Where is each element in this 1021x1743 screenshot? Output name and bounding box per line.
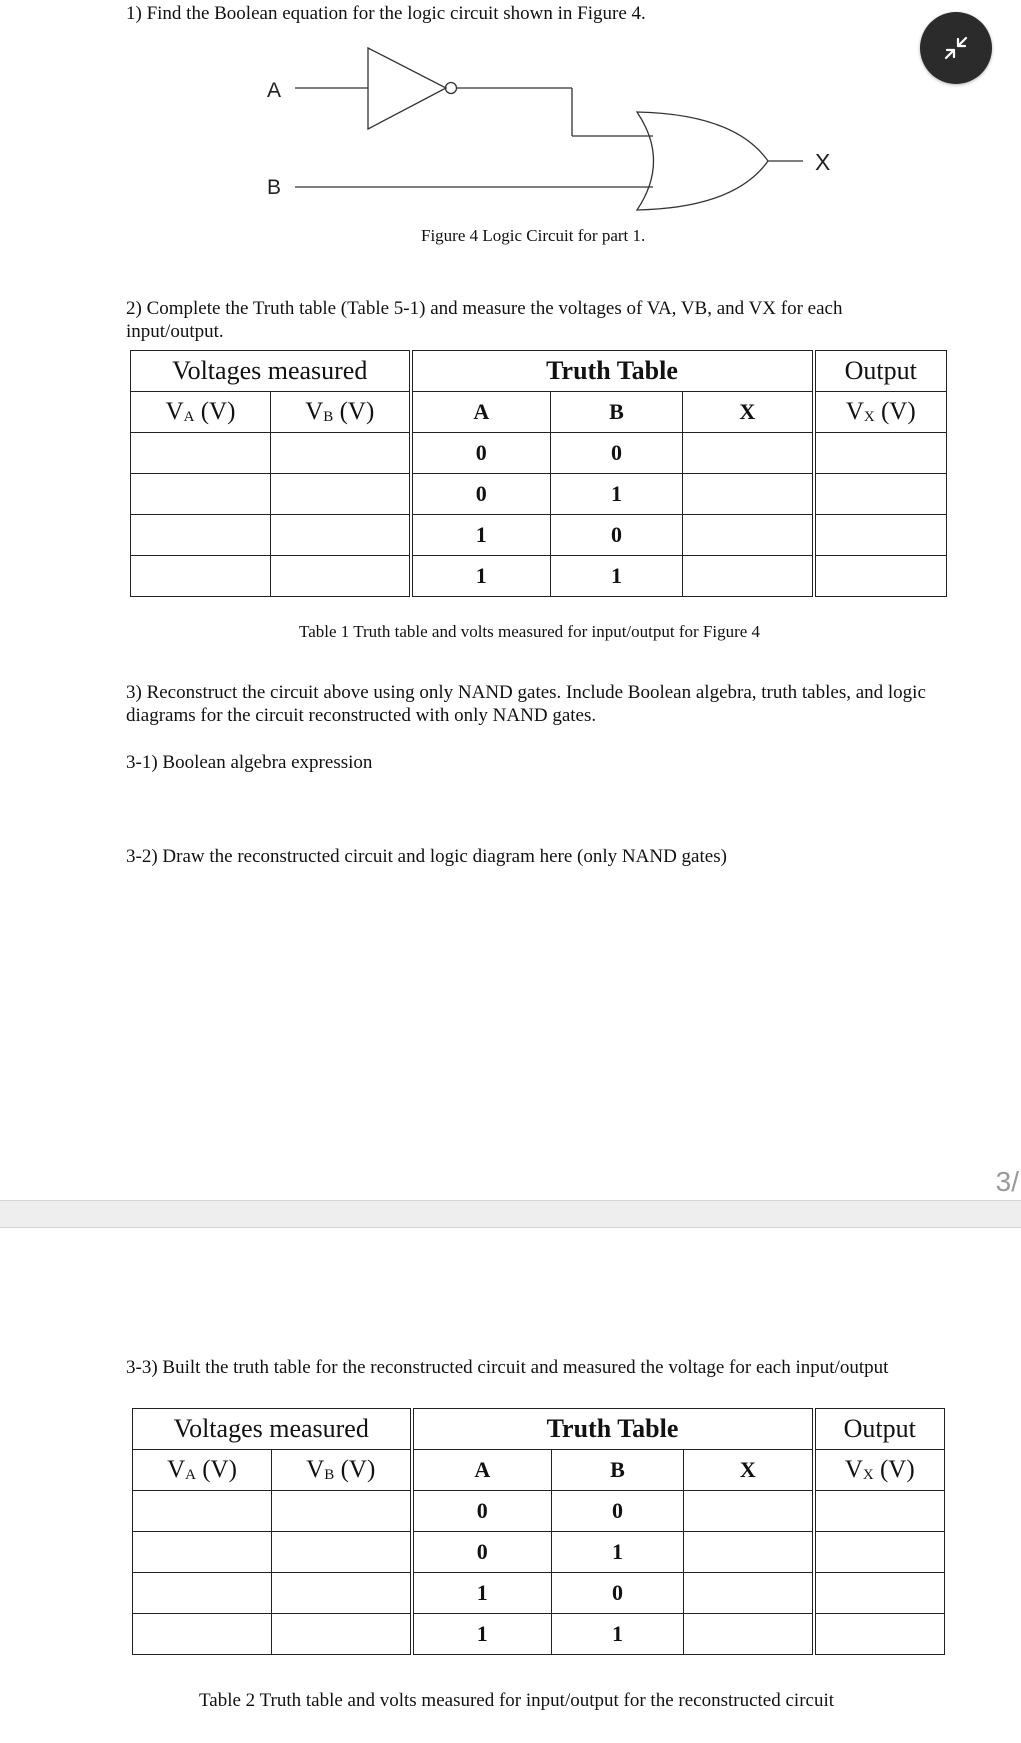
a-cell: 0 xyxy=(411,433,551,474)
vx-header: $V_X$ (V) xyxy=(814,392,947,433)
table-row xyxy=(131,474,947,515)
vb-cell[interactable] xyxy=(271,515,411,556)
va-cell[interactable] xyxy=(133,1573,272,1614)
truth-table-1 xyxy=(130,350,947,597)
vx-cell[interactable] xyxy=(814,1532,945,1573)
vb-cell[interactable] xyxy=(271,556,411,597)
a-cell: 1 xyxy=(412,1573,552,1614)
a-header: A xyxy=(412,1450,552,1491)
question-2: 2) Complete the Truth table (Table 5-1) and measure the voltages of VA, VB, and VX for each input/output. xyxy=(126,298,843,342)
question-3-2: 3-2) Draw the reconstructed circuit and logic diagram here (only NAND gates) xyxy=(126,846,727,867)
vb-cell[interactable] xyxy=(272,1573,412,1614)
table-row xyxy=(131,515,947,556)
output-header: Output xyxy=(814,1409,945,1450)
va-cell[interactable] xyxy=(133,1491,272,1532)
b-cell: 1 xyxy=(551,474,683,515)
x-cell[interactable] xyxy=(683,515,814,556)
x-header: X xyxy=(683,392,814,433)
table-row xyxy=(133,1532,945,1573)
truth-table-2 xyxy=(132,1408,945,1655)
vx-cell[interactable] xyxy=(814,1573,945,1614)
table-row xyxy=(131,433,947,474)
b-cell: 0 xyxy=(551,433,683,474)
table-1-caption: Table 1 Truth table and volts measured for input/output for Figure 4 xyxy=(299,622,761,641)
vb-cell[interactable] xyxy=(272,1491,412,1532)
b-cell: 0 xyxy=(551,515,683,556)
table-subheader-row xyxy=(133,1450,945,1491)
vx-cell[interactable] xyxy=(814,515,947,556)
x-cell[interactable] xyxy=(684,1573,814,1614)
question-3-1: 3-1) Boolean algebra expression xyxy=(126,752,373,773)
not-gate xyxy=(368,48,446,129)
table-2-caption: Table 2 Truth table and volts measured for input/output for the reconstructed circuit xyxy=(199,1690,835,1711)
vx-cell[interactable] xyxy=(814,556,947,597)
a-cell: 0 xyxy=(411,474,551,515)
or-gate xyxy=(637,112,768,210)
table-header-row xyxy=(133,1409,945,1450)
a-header: A xyxy=(411,392,551,433)
table-row xyxy=(133,1573,945,1614)
vb-header: $V_B$ (V) xyxy=(271,392,411,433)
question-3: 3) Reconstruct the circuit above using only NAND gates. Include Boolean algebra, truth tables, and logic diagrams for the circuit reconstructed with only NAND gates. xyxy=(126,682,926,726)
vx-cell[interactable] xyxy=(814,1491,945,1532)
b-cell: 1 xyxy=(551,556,683,597)
truth-table-header: Truth Table xyxy=(411,351,814,392)
b-cell: 1 xyxy=(552,1532,684,1573)
vb-cell[interactable] xyxy=(272,1532,412,1573)
va-cell[interactable] xyxy=(133,1532,272,1573)
table-row xyxy=(133,1491,945,1532)
a-cell: 0 xyxy=(412,1532,552,1573)
vx-cell[interactable] xyxy=(814,433,947,474)
output-x-label: X xyxy=(815,149,831,175)
b-cell: 0 xyxy=(552,1573,684,1614)
va-cell[interactable] xyxy=(131,474,271,515)
va-cell[interactable] xyxy=(131,556,271,597)
voltages-measured-header: Voltages measured xyxy=(133,1409,412,1450)
question-1: 1) Find the Boolean equation for the logic circuit shown in Figure 4. xyxy=(126,3,646,24)
table-row xyxy=(133,1614,945,1655)
x-cell[interactable] xyxy=(683,556,814,597)
vb-cell[interactable] xyxy=(272,1614,412,1655)
vb-cell[interactable] xyxy=(271,474,411,515)
a-cell: 0 xyxy=(412,1491,552,1532)
output-header: Output xyxy=(814,351,947,392)
b-cell: 0 xyxy=(552,1491,684,1532)
va-cell[interactable] xyxy=(131,433,271,474)
x-cell[interactable] xyxy=(684,1532,814,1573)
x-cell[interactable] xyxy=(684,1491,814,1532)
document-page-4 xyxy=(0,1228,1021,1743)
logic-circuit-figure-4 xyxy=(250,40,850,220)
a-cell: 1 xyxy=(412,1614,552,1655)
b-header: B xyxy=(552,1450,684,1491)
x-header: X xyxy=(684,1450,814,1491)
x-cell[interactable] xyxy=(683,474,814,515)
va-header: $V_A$ (V) xyxy=(131,392,271,433)
va-cell[interactable] xyxy=(133,1614,272,1655)
a-cell: 1 xyxy=(411,515,551,556)
a-cell: 1 xyxy=(411,556,551,597)
collapse-arrows-icon xyxy=(941,33,971,63)
collapse-button[interactable] xyxy=(920,12,992,84)
vx-cell[interactable] xyxy=(814,1614,945,1655)
figure-4-caption: Figure 4 Logic Circuit for part 1. xyxy=(421,226,646,245)
vx-header: $V_X$ (V) xyxy=(814,1450,945,1491)
question-3-3: 3-3) Built the truth table for the reconstructed circuit and measured the voltage for each input/output xyxy=(126,1357,889,1378)
page-indicator: 3/ xyxy=(995,1166,1019,1197)
voltages-measured-header: Voltages measured xyxy=(131,351,411,392)
vb-cell[interactable] xyxy=(271,433,411,474)
input-b-label: B xyxy=(267,176,282,199)
table-header-row xyxy=(131,351,947,392)
truth-table-header: Truth Table xyxy=(412,1409,814,1450)
x-cell[interactable] xyxy=(683,433,814,474)
b-header: B xyxy=(551,392,683,433)
table-subheader-row xyxy=(131,392,947,433)
b-cell: 1 xyxy=(552,1614,684,1655)
vx-cell[interactable] xyxy=(814,474,947,515)
input-a-label: A xyxy=(267,79,282,102)
page-divider xyxy=(0,1200,1021,1228)
x-cell[interactable] xyxy=(684,1614,814,1655)
va-header: $V_A$ (V) xyxy=(133,1450,272,1491)
va-cell[interactable] xyxy=(131,515,271,556)
table-row xyxy=(131,556,947,597)
vb-header: $V_B$ (V) xyxy=(272,1450,412,1491)
